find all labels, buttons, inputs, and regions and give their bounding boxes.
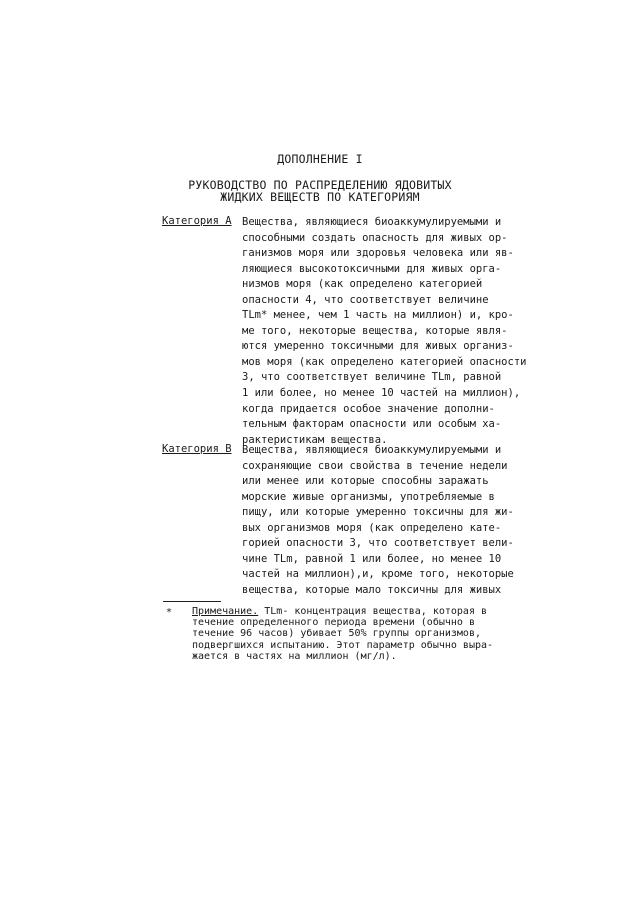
- text-line: сохраняющие свои свойства в течение недели: [242, 459, 508, 472]
- text-line: чине TLm, равной 1 или более, но менее 10: [242, 552, 502, 565]
- footnote-line: жается в частях на миллион (мг/л).: [192, 650, 397, 662]
- text-line: когда придается особое значение дополни-: [242, 402, 495, 415]
- footnote-line: течение определенного периода времени (обычно в: [192, 617, 475, 629]
- text-line: TLm* менее, чем 1 часть на миллион) и, кро-: [242, 309, 514, 322]
- text-line: способными создать опасность для живых ор-: [242, 231, 508, 244]
- text-line: низмов моря (как определено категорией: [242, 278, 483, 291]
- text-line: Вещества, являющиеся биоаккумулируемыми и: [242, 444, 502, 456]
- text-line: горией опасности 3, что соответствует вели-: [242, 537, 514, 550]
- footnote-note-label: Примечание.: [192, 606, 259, 617]
- text-line: ганизмов моря или здоровья человека или яв-: [242, 247, 514, 260]
- footnote-line: подвергшихся испытанию. Этот параметр обычно выра-: [192, 639, 494, 651]
- text-line: вых организмов моря (как определено кате-: [242, 521, 502, 534]
- text-line: ются умеренно токсичными для живых организ-: [242, 340, 514, 353]
- text-line: мов моря (как определено категорией опасности: [242, 355, 527, 368]
- text-line: 3, что соответствует величине TLm, равной: [242, 371, 502, 384]
- footnote-line-text: TLm- концентрация вещества, которая в: [258, 606, 488, 617]
- text-line: ляющиеся высокотоксичными для живых орга-: [242, 262, 502, 275]
- footnote-marker: *: [166, 607, 173, 618]
- category-a-label: Категория А: [162, 215, 232, 227]
- footnote-line: [192, 606, 502, 617]
- appendix-title: ДОПОЛНЕНИЕ I: [277, 152, 363, 166]
- text-line: морские живые организмы, употребляемые в: [242, 490, 495, 503]
- category-b-description: [242, 443, 512, 598]
- text-line: или менее или которые способны заражать: [242, 475, 489, 488]
- text-line: опасности 4, что соответствует величине: [242, 293, 489, 306]
- footnote-text: [192, 606, 502, 662]
- document-title-line-2: ЖИДКИХ ВЕЩЕСТВ ПО КАТЕГОРИЯМ: [220, 190, 420, 204]
- category-a-description: [242, 215, 527, 448]
- text-line: вещества, которые мало токсичны для живых: [242, 583, 502, 596]
- document-title-line-1: РУКОВОДСТВО ПО РАСПРЕДЕЛЕНИЮ ЯДОВИТЫХ: [188, 178, 452, 192]
- footnote-separator: [163, 601, 221, 602]
- text-line: Вещества, являющиеся биоаккумулируемыми и: [242, 216, 502, 228]
- text-line: частей на миллион),и, кроме того, некоторые: [242, 568, 514, 581]
- text-line: пищу, или которые умеренно токсичны для жи-: [242, 506, 514, 519]
- category-b-label: Категория В: [162, 443, 232, 455]
- text-line: рактеристикам вещества.: [242, 433, 388, 446]
- text-line: тельным факторам опасности или особым ха-: [242, 418, 502, 431]
- footnote-line: течение 96 часов) убивает 50% группы организмов,: [192, 628, 481, 640]
- text-line: 1 или более, но менее 10 частей на миллион),: [242, 387, 521, 400]
- text-line: ме того, некоторые вещества, которые явля-: [242, 324, 508, 337]
